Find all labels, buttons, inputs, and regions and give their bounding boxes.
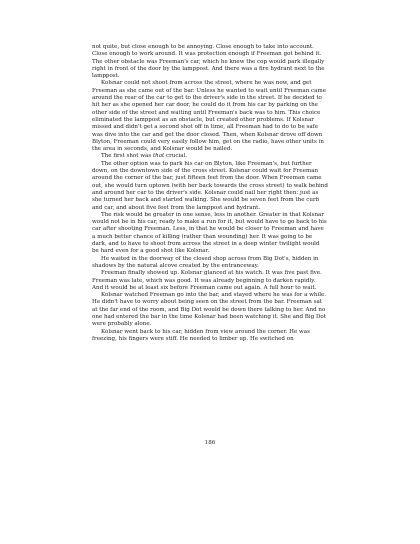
paragraph: Freeman finally showed up. Kolsnar glanced at his watch. It was five past five. Freeman was late, which was good. It was already beginning to darken rapidly. And it would be at least six before Freeman came out again. A full hour to wait. [92, 270, 322, 291]
emphasis-word: that [152, 153, 165, 160]
paragraph: Kolsnar watched Freeman go into the bar, and stayed where he was for a while. He didn't have to worry about being seen on the street from the bar. Freeman sat at the far end of the room, and Big Dot would be down there talking to her. And no one had entered the bar in the time Kolsnar had been watching it. She and Big Dot were probably alone. [92, 292, 327, 328]
paragraph: The risk would be greater in one sense, less in another. Greater in that Kolsnar would not be in his car, ready to make a run for it, but would have to go back to his car after shooting Freeman. Less, in that he would be closer to Freeman and have a much better chance of killing (rather than wounding) her. It was going to be dark, and to have to shoot from across the street in a deep winter twilight would be hard even for a good shot like Kolsnar. [92, 211, 327, 255]
paragraph-emphasis: The first shot was that crucial. [101, 153, 188, 160]
body-text [92, 44, 328, 343]
paragraph: Kolsnar could not shoot from across the street, where he was now, and get Freeman as she came out of the bar. Unless he wanted to wait until Freeman came around the rear of the car to get to the driver's side in the street. If he decided to hit her as she opened her car door, he could do it from his car by parking on the other side of the street and waiting until Freeman's back was to him. This choice eliminated the lamppost as an obstacle, but created other problems. If Kolsnar missed and didn't get a second shot off in time, all Freeman had to do to be safe was dive into the car and get the door closed. Then, when Kolsnar drove off down Blyton, Freeman could very easily follow him, get on the radio, have other units in the area in seconds, and Kolsnar would be nailed. [92, 80, 326, 153]
paragraph: He waited in the doorway of the closed shop across from Big Dot's, hidden in shadows by the natural alcove created by the entranceway. [92, 255, 319, 269]
page-number: 186 [204, 440, 216, 446]
paragraph: not quite, but close enough to be annoying. Close enough to take into account. Close enough to work around. It was protection enough if Freeman got behind it. The other obstacle was Freeman's car, which he knew the cop would park illegally right in front of the door by the lamppost. And there was a fire hydrant next to the lamppost. [92, 44, 325, 80]
paragraph: The other option was to park his car on Blyton, like Freeman's, but further down, on the downtown side of the cross street. Kolsnar could wait for Freeman around the corner of the bar, just fifteen feet from the door. When Freeman came out, she would turn uptown (with her back towards the cross street) to walk behind and around her car to the driver's side. Kolsnar could nail her right then: just as she turned her back and started walking. She would be seven feet from the curb and car, and about five feet from the lamppost and hydrant. [92, 160, 328, 211]
paragraph: Kolsnar went back to his car, hidden from view around the corner. He was freezing, his fingers were stiff. He needed to limber up. He switched on [92, 328, 310, 342]
